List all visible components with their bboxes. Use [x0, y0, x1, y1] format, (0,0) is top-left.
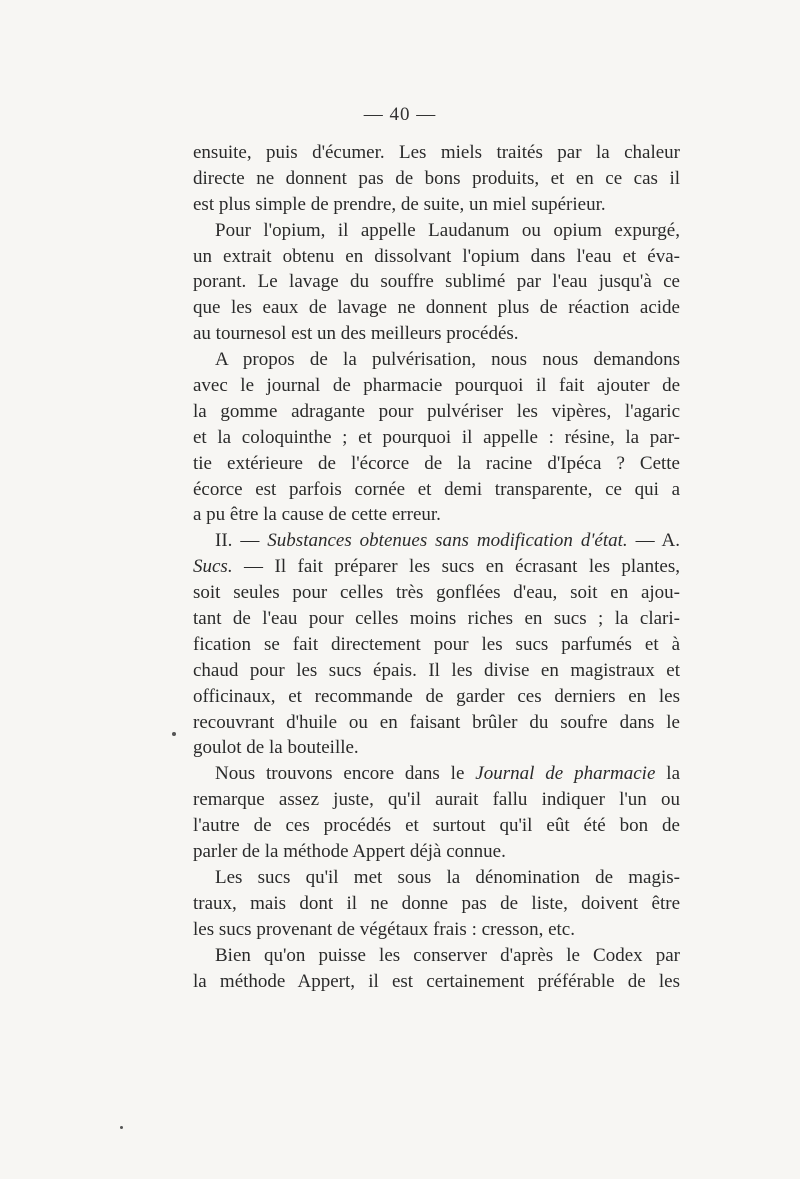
text-line: les sucs provenant de végétaux frais : cresson, etc. — [193, 918, 575, 940]
text-line: parler de la méthode Appert déjà connue. — [193, 841, 506, 863]
text-line — [193, 761, 680, 787]
italic-text: Sucs. — [193, 556, 233, 578]
text-line: Pour l'opium, il appelle Laudanum ou opium expurgé, — [215, 219, 680, 241]
text-line: officinaux, et recommande de garder ces derniers en les — [193, 685, 680, 707]
body-text — [193, 140, 680, 994]
page-number: — 40 — — [363, 104, 437, 125]
text-line: tie extérieure de l'écorce de la racine d'Ipéca ? Cette — [193, 452, 680, 474]
text-line: soit seules pour celles très gonflées d'eau, soit en ajou- — [193, 582, 680, 604]
ink-speck — [172, 732, 176, 736]
text-segment: II. — — [215, 530, 268, 552]
text-line: a pu être la cause de cette erreur. — [193, 504, 441, 526]
text-line: Les sucs qu'il met sous la dénomination de magis- — [215, 866, 680, 888]
text-line: écorce est parfois cornée et demi transparente, ce qui a — [193, 478, 680, 500]
text-line: recouvrant d'huile ou en faisant brûler du soufre dans le — [193, 711, 680, 733]
ink-speck — [120, 1126, 123, 1129]
text-line: au tournesol est un des meilleurs procédés. — [193, 323, 519, 345]
text-segment: — Il fait préparer les sucs en écrasant les plantes, — [232, 556, 680, 578]
text-segment: Nous trouvons encore dans le — [215, 763, 476, 785]
text-line: la gomme adragante pour pulvériser les vipères, l'agaric — [193, 400, 680, 422]
text-line: que les eaux de lavage ne donnent plus de réaction acide — [193, 297, 680, 319]
text-line: ensuite, puis d'écumer. Les miels traités par la chaleur — [193, 142, 680, 163]
text-line: chaud pour les sucs épais. Il les divise en magistraux et — [193, 659, 680, 681]
text-line: remarque assez juste, qu'il aurait fallu indiquer l'un ou — [193, 789, 680, 811]
text-line: A propos de la pulvérisation, nous nous demandons — [215, 349, 680, 371]
text-line: tant de l'eau pour celles moins riches en sucs ; la clari- — [193, 608, 680, 630]
text-line: porant. Le lavage du souffre sublimé par l'eau jusqu'à ce — [193, 271, 680, 293]
text-line: traux, mais dont il ne donne pas de liste, doivent être — [193, 892, 680, 914]
text-segment: — A. — [627, 530, 680, 552]
text-line: directe ne donnent pas de bons produits, et en ce cas il — [193, 167, 680, 189]
text-line: l'autre de ces procédés et surtout qu'il eût été bon de — [193, 815, 680, 837]
text-line: goulot de la bouteille. — [193, 737, 359, 759]
text-line: la méthode Appert, il est certainement préférable de les — [193, 970, 680, 992]
italic-text: Journal de pharmacie — [475, 763, 656, 785]
text-line — [193, 528, 680, 554]
text-line: et la coloquinthe ; et pourquoi il appelle : résine, la par- — [193, 426, 680, 448]
text-line — [193, 554, 680, 580]
text-segment: la — [655, 763, 681, 785]
text-line: avec le journal de pharmacie pourquoi il fait ajouter de — [193, 375, 680, 397]
italic-text: Substances obtenues sans modification d'état. — [267, 530, 628, 552]
text-line: fication se fait directement pour les sucs parfumés et à — [193, 633, 680, 655]
text-line: Bien qu'on puisse les conserver d'après le Codex par — [215, 944, 680, 966]
text-line: est plus simple de prendre, de suite, un miel supérieur. — [193, 193, 606, 215]
text-line: un extrait obtenu en dissolvant l'opium dans l'eau et éva- — [193, 245, 680, 267]
